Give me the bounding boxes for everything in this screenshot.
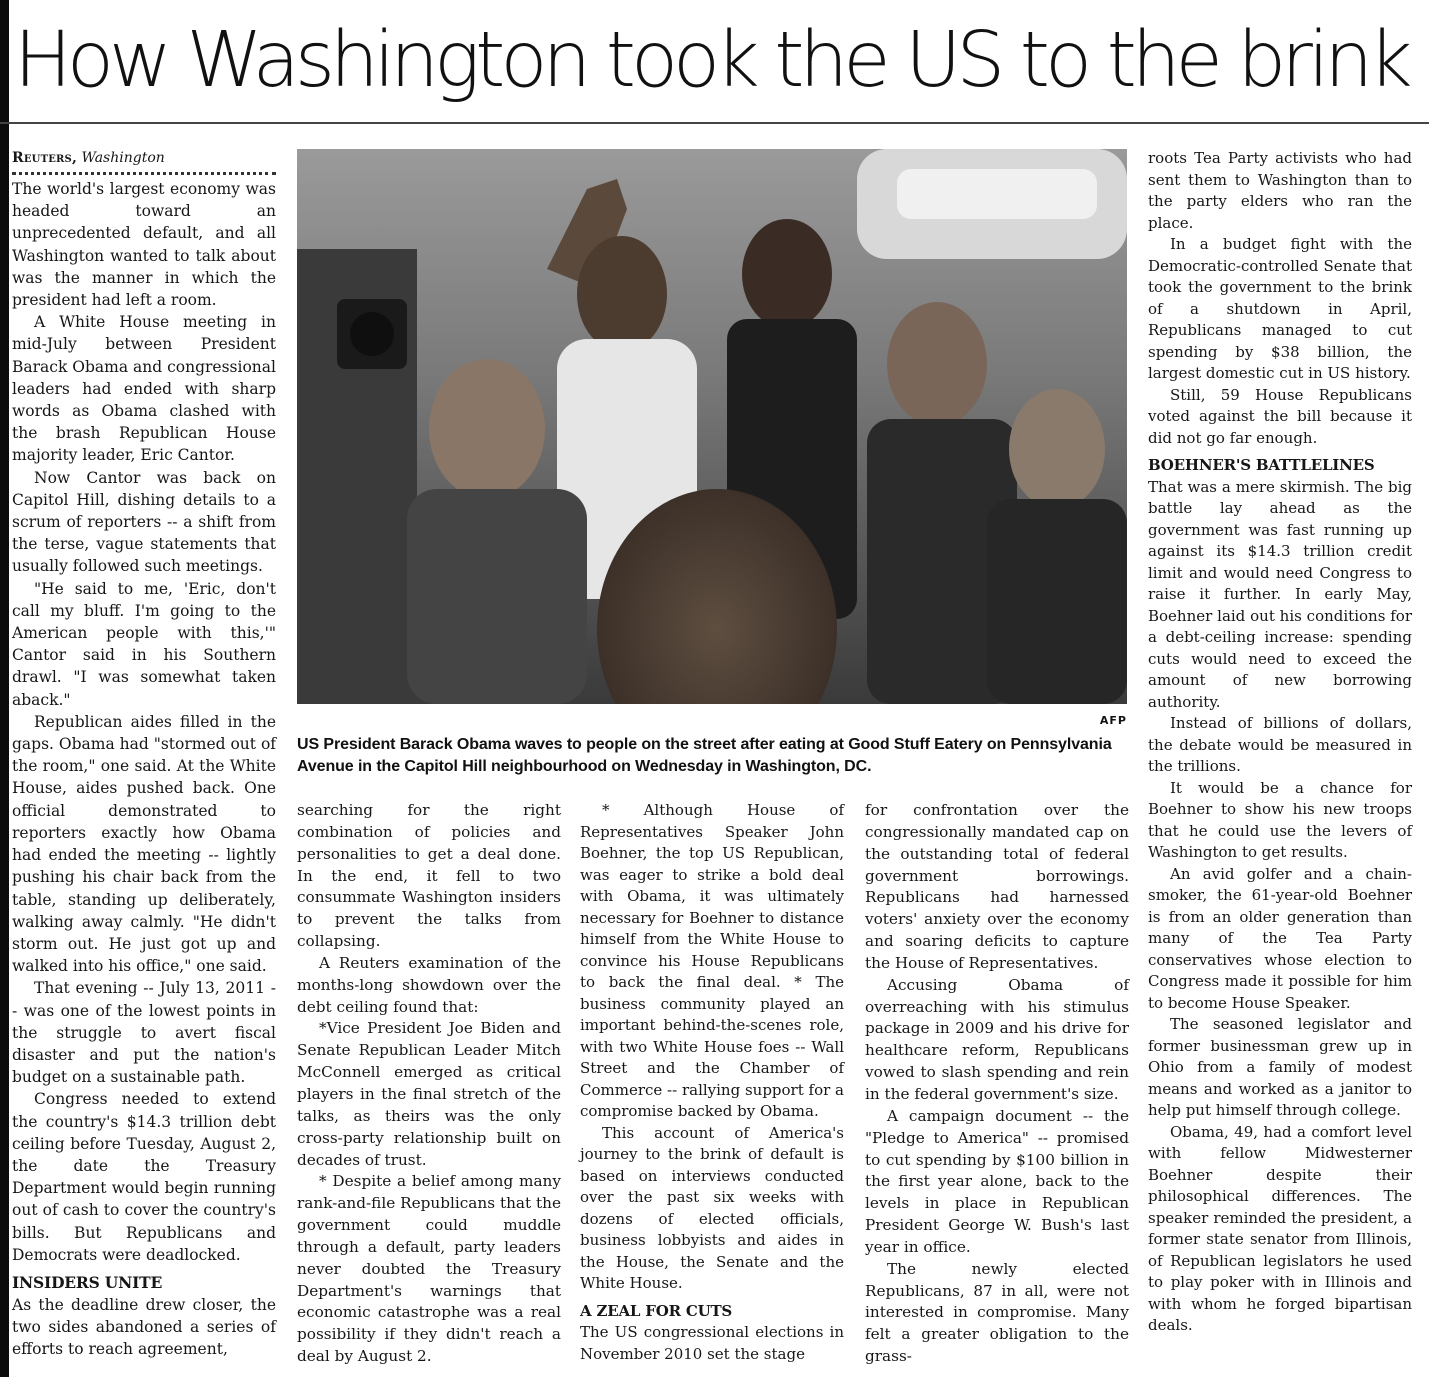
article-column-3 [580,800,844,1365]
paragraph: The seasoned legislator and former businessman grew up in Ohio from a family of modest means and worked as a janitor to help put himself through college. [1148,1015,1412,1119]
paragraph: That evening -- July 13, 2011 -- was one of the lowest points in the struggle to avert fiscal disaster and put the nation's budget on a sustainable path. [12,979,276,1087]
article-column-2 [297,800,561,1368]
paragraph: * Despite a belief among many rank-and-file Republicans that the government could muddle through a default, party leaders never doubted the Treasury Department's warnings that economic catastrophe was a real possibility if they didn't reach a deal by August 2. [297,1172,561,1366]
paragraph: "He said to me, 'Eric, don't call my bluff. I'm going to the American people with this,'" Cantor said in his Southern drawl. "I was somewhat taken aback." [12,579,276,709]
byline-place: Washington [81,150,165,166]
paragraph: A White House meeting in mid-July between President Barack Obama and congressional leaders had ended with sharp words as Obama clashed with the brash Republican House majority leader, Eric Cantor. [12,313,276,465]
paragraph: This account of America's journey to the brink of default is based on interviews conducted over the past six weeks with dozens of elected officials, business lobbyists and aides in the House, the Senate and the White House. [580,1123,844,1292]
byline-dotted-rule [12,172,276,175]
paragraph: Congress needed to extend the country's $14.3 trillion debt ceiling before Tuesday, August 2, the date the Treasury Department would begin running out of cash to cover the country's bills. But Republicans and Democrats were deadlocked. [12,1090,276,1264]
paragraph: for confrontation over the congressionally mandated cap on the outstanding total of federal government borrowings. Republicans had harnessed voters' anxiety over the economy and soaring deficits to capture the House of Representatives. [865,801,1129,972]
subhead-a-zeal-for-cuts: A ZEAL FOR CUTS [580,1301,733,1320]
subhead-boehners-battlelines: BOEHNER'S BATTLELINES [1148,456,1375,474]
paragraph: The world's largest economy was headed toward an unprecedented default, and all Washington wanted to talk about was the manner in which the president had left a room. [12,180,276,310]
photo-credit: AFP [1099,714,1127,727]
paragraph: An avid golfer and a chain-smoker, the 61-year-old Boehner is from an older generation than many of the Tea Party conservatives whose election to Congress made it possible for him to become House Speaker. [1148,864,1412,1012]
paragraph: * Although House of Representatives Speaker John Boehner, the top US Republican, was eager to strike a bold deal with Obama, it was ultimately necessary for Boehner to distance himself from the White House to convince his House Republicans to back the final deal. * The business community played an important behind-the-scenes role, with two White House foes -- Wall Street and the Chamber of Commerce -- rallying support for a compromise backed by Obama. [580,801,844,1120]
paragraph: Accusing Obama of overreaching with his stimulus package in 2009 and his drive for healthcare reform, Republicans vowed to slash spending and rein in the federal government's size. [865,975,1129,1103]
paragraph: The US congressional elections in November 2010 set the stage [580,1323,844,1363]
paragraph: roots Tea Party activists who had sent them to Washington than to the party elders who ran the place. [1148,149,1412,232]
paragraph: Obama, 49, had a comfort level with fellow Midwesterner Boehner despite their philosophical differences. The speaker reminded the president, a former state senator from Illinois, of Republican legislators he used to play poker with in Illinois and with whom he forged bipartisan deals. [1148,1122,1412,1334]
paragraph: searching for the right combination of policies and personalities to get a deal done. In the end, it fell to two consummate Washington insiders to prevent the talks from collapsing. [297,801,561,951]
photo-illustration [297,149,1127,704]
paragraph: It would be a chance for Boehner to show his new troops that he could use the levers of Washington to get results. [1148,778,1412,861]
headline-rule [0,122,1429,124]
paragraph: A campaign document -- the "Pledge to America" -- promised to cut spending by $100 billion in the first year alone, back to the levels in place in Republican President George W. Bush's last year in office. [865,1106,1129,1256]
paragraph: A Reuters examination of the months-long showdown over the debt ceiling found that: [297,953,561,1016]
paragraph: As the deadline drew closer, the two sides abandoned a series of efforts to reach agreement, [12,1295,276,1359]
photo-caption: US President Barack Obama waves to people on the street after eating at Good Stuff Eatery on Pennsylvania Avenue in the Capitol Hill neighbourhood on Wednesday in Washington, DC. [297,736,1112,775]
paragraph: In a budget fight with the Democratic-controlled Senate that took the government to the brink of a shutdown in April, Republicans managed to cut spending by $38 billion, the largest domestic cut in US history. [1148,235,1412,382]
paragraph: Republican aides filled in the gaps. Obama had "stormed out of the room," one said. At the White House, aides pushed back. One official demonstrated to reporters exactly how Obama had ended the meeting -- lightly pushing his chair back from the table, standing up deliberately, walking away calmly. "He didn't storm out. He just got up and walked into his office," one said. [12,712,277,976]
paragraph: *Vice President Joe Biden and Senate Republican Leader Mitch McConnell emerged as critical players in the final stretch of the talks, as theirs was the only cross-party relationship built on decades of trust. [297,1019,561,1169]
news-photo [297,149,1127,704]
paragraph: That was a mere skirmish. The big battle lay ahead as the government was fast running up against its $14.3 trillion credit limit and would need Congress to raise it further. In early May, Boehner laid out his conditions for a debt-ceiling increase: spending cuts would need to exceed the amount of new borrowing authority. [1148,477,1412,711]
article-column-5 [1148,148,1412,1337]
subhead-insiders-unite: INSIDERS UNITE [12,1272,163,1292]
article-column-4 [865,800,1129,1368]
byline-agency: Reuters, [12,150,78,166]
byline [12,148,276,168]
paragraph: Instead of billions of dollars, the debate would be measured in the trillions. [1148,714,1412,775]
article-column-1 [12,148,276,1361]
paragraph: The newly elected Republicans, 87 in all, were not interested in compromise. Many felt a greater obligation to the grass- [865,1259,1129,1366]
headline: How Washington took the US to the brink [14,16,1408,105]
left-edge-bar [0,0,9,1377]
paragraph: Still, 59 House Republicans voted against the bill because it did not go far enough. [1148,385,1412,447]
paragraph: Now Cantor was back on Capitol Hill, dishing details to a scrum of reporters -- a shift from the terse, vague statements that usually followed such meetings. [12,468,276,576]
